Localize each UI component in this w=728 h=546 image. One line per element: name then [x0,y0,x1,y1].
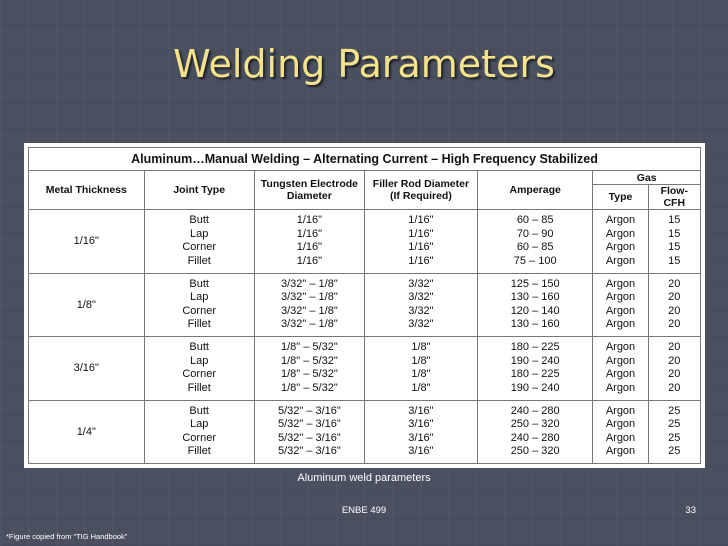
gas-flow-cell [648,210,700,274]
gas-type-value: Argon [605,404,636,417]
joint-type-value: Butt [189,277,209,290]
electrode-diameter-cell [254,210,364,274]
gas-flow-value: 20 [668,354,681,367]
filler-diameter-cell [364,273,477,337]
gas-type-value: Argon [605,318,636,331]
gas-flow-value: 20 [668,381,681,394]
table-caption: Aluminum…Manual Welding – Alternating Current – High Frequency Stabilized [29,148,701,171]
gas-type-cell [593,337,648,401]
amperage-value: 130 – 160 [510,318,560,331]
header-gas-flow: Flow-CFH [648,185,700,210]
joint-type-value: Lap [190,418,209,431]
gas-type-value: Argon [605,341,636,354]
filler-diameter-value: 3/32" [408,291,434,304]
gas-flow-value: 25 [668,404,681,417]
filler-diameter-value: 3/16" [408,445,434,458]
filler-diameter-cell [364,337,477,401]
gas-type-value: Argon [605,368,636,381]
header-electrode-line1: Tungsten Electrode [260,178,358,190]
filler-diameter-value: 1/8" [411,354,431,367]
gas-type-value: Argon [605,291,636,304]
amperage-value: 240 – 280 [510,404,560,417]
joint-type-cell [144,400,254,464]
source-footnote: *Figure copied from “TIG Handbook” [6,532,128,541]
joint-type-value: Corner [182,241,216,254]
gas-flow-value: 25 [668,418,681,431]
gas-type-value: Argon [605,418,636,431]
table-row [29,210,701,274]
joint-type-value: Lap [190,227,209,240]
joint-type-value: Lap [190,291,209,304]
gas-type-value: Argon [605,254,636,267]
electrode-diameter-value: 1/8" – 5/32" [281,341,338,354]
filler-diameter-value: 1/16" [408,241,434,254]
gas-flow-value: 25 [668,431,681,444]
page-number: 33 [685,505,696,516]
header-gas-type: Type [593,185,648,210]
gas-type-cell [593,273,648,337]
metal-thickness-cell: 1/8" [29,273,145,337]
gas-type-value: Argon [605,354,636,367]
electrode-diameter-value: 3/32" – 1/8" [281,304,338,317]
filler-diameter-value: 3/32" [408,318,434,331]
electrode-diameter-cell [254,400,364,464]
joint-type-value: Fillet [187,254,211,267]
amperage-value: 180 – 225 [510,368,560,381]
header-gas: Gas [593,171,701,185]
table-row [29,337,701,401]
gas-flow-value: 20 [668,277,681,290]
table-row [29,273,701,337]
filler-diameter-value: 1/16" [408,227,434,240]
electrode-diameter-value: 3/32" – 1/8" [281,277,338,290]
header-filler-diameter [364,171,477,210]
amperage-value: 70 – 90 [516,227,554,240]
gas-type-value: Argon [605,227,636,240]
welding-parameters-table [28,147,701,464]
header-joint-type: Joint Type [144,171,254,210]
header-metal-thickness: Metal Thickness [29,171,145,210]
filler-diameter-value: 1/8" [411,341,431,354]
gas-flow-value: 25 [668,445,681,458]
electrode-diameter-value: 1/16" [296,254,323,267]
gas-type-cell [593,400,648,464]
footer-course: ENBE 499 [341,505,387,516]
filler-diameter-cell [364,210,477,274]
joint-type-value: Butt [189,404,209,417]
gas-type-value: Argon [605,277,636,290]
electrode-diameter-value: 1/8" – 5/32" [281,354,338,367]
electrode-diameter-value: 1/16" [296,227,323,240]
gas-flow-value: 15 [668,254,681,267]
filler-diameter-value: 3/16" [408,431,434,444]
filler-diameter-value: 3/16" [408,404,434,417]
gas-type-value: Argon [605,445,636,458]
gas-flow-cell [648,400,700,464]
filler-diameter-value: 1/16" [408,214,434,227]
electrode-diameter-value: 1/8" – 5/32" [281,368,338,381]
amperage-cell [477,337,593,401]
joint-type-value: Corner [182,368,216,381]
amperage-value: 120 – 140 [510,304,560,317]
metal-thickness-cell: 3/16" [29,337,145,401]
gas-flow-value: 20 [668,368,681,381]
gas-flow-value: 15 [668,227,681,240]
parameters-table-card [24,143,705,468]
electrode-diameter-value: 1/8" – 5/32" [281,381,338,394]
gas-type-value: Argon [605,214,636,227]
table-row [29,400,701,464]
joint-type-value: Corner [182,431,216,444]
gas-flow-value: 20 [668,318,681,331]
gas-flow-value: 15 [668,241,681,254]
amperage-value: 130 – 160 [510,291,560,304]
amperage-value: 250 – 320 [510,445,560,458]
gas-type-value: Argon [605,304,636,317]
header-electrode-line2: Diameter [286,190,332,202]
header-electrode-diameter [254,171,364,210]
amperage-cell [477,400,593,464]
amperage-cell [477,273,593,337]
joint-type-cell [144,273,254,337]
metal-thickness-cell: 1/16" [29,210,145,274]
electrode-diameter-value: 5/32" – 3/16" [277,404,341,417]
slide-title: Welding Parameters [173,42,555,86]
gas-type-cell [593,210,648,274]
joint-type-value: Fillet [187,445,211,458]
amperage-value: 60 – 85 [516,214,554,227]
electrode-diameter-value: 3/32" – 1/8" [281,318,338,331]
filler-diameter-value: 3/32" [408,277,434,290]
electrode-diameter-value: 1/16" [296,214,323,227]
header-filler-line1: Filler Rod Diameter [372,178,470,190]
electrode-diameter-cell [254,273,364,337]
electrode-diameter-value: 5/32" – 3/16" [277,431,341,444]
amperage-value: 60 – 85 [516,241,554,254]
filler-diameter-value: 1/8" [411,368,431,381]
electrode-diameter-cell [254,337,364,401]
gas-type-value: Argon [605,431,636,444]
gas-flow-value: 20 [668,291,681,304]
gas-type-value: Argon [605,381,636,394]
electrode-diameter-value: 3/32" – 1/8" [281,291,338,304]
filler-diameter-cell [364,400,477,464]
amperage-value: 125 – 150 [510,277,560,290]
filler-diameter-value: 3/32" [408,304,434,317]
joint-type-value: Fillet [187,318,211,331]
gas-type-value: Argon [605,241,636,254]
filler-diameter-value: 3/16" [408,418,434,431]
gas-flow-cell [648,273,700,337]
figure-caption: Aluminum weld parameters [297,472,431,484]
electrode-diameter-value: 5/32" – 3/16" [277,418,341,431]
joint-type-value: Butt [189,341,209,354]
header-amperage: Amperage [477,171,593,210]
filler-diameter-value: 1/16" [408,254,434,267]
gas-flow-value: 20 [668,304,681,317]
gas-flow-cell [648,337,700,401]
amperage-value: 75 – 100 [513,254,557,267]
amperage-value: 240 – 280 [510,431,560,444]
gas-flow-value: 20 [668,341,681,354]
joint-type-value: Corner [182,304,216,317]
amperage-cell [477,210,593,274]
metal-thickness-cell: 1/4" [29,400,145,464]
filler-diameter-value: 1/8" [411,381,431,394]
header-filler-line2: (If Required) [390,190,452,202]
joint-type-cell [144,210,254,274]
amperage-value: 190 – 240 [510,354,560,367]
joint-type-value: Lap [190,354,209,367]
amperage-value: 180 – 225 [510,341,560,354]
electrode-diameter-value: 1/16" [296,241,323,254]
electrode-diameter-value: 5/32" – 3/16" [277,445,341,458]
amperage-value: 250 – 320 [510,418,560,431]
amperage-value: 190 – 240 [510,381,560,394]
gas-flow-value: 15 [668,214,681,227]
joint-type-cell [144,337,254,401]
joint-type-value: Butt [189,214,209,227]
joint-type-value: Fillet [187,381,211,394]
